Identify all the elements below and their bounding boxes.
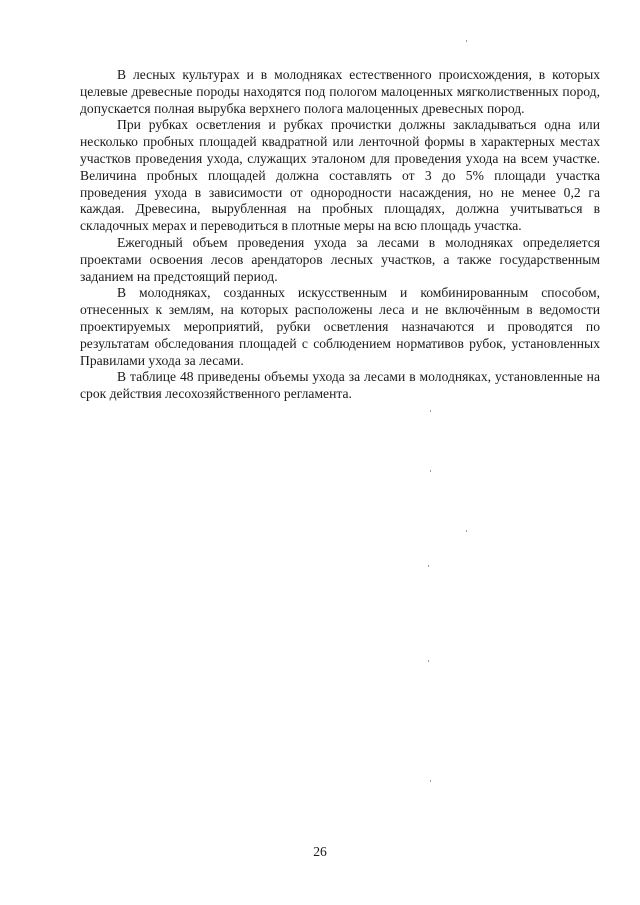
paragraph-5: В таблице 48 приведены объемы ухода за лесами в молодняках, установленные на срок действия лесохозяйственного регламента. xyxy=(80,369,600,402)
scan-speck xyxy=(430,780,431,782)
paragraph-4: В молодняках, созданных искусственным и комбинированным способом, отнесенных к землям, на которых расположены леса и не включённым в ведомости проектируемых мероприятий, рубки осветления назначаются и проводятся по результатам обследования площадей с соблюдением нормативов рубок, установленных Правилами ухода за лесами. xyxy=(80,285,600,368)
scan-speck xyxy=(430,470,431,472)
paragraph-3: Ежегодный объем проведения ухода за лесами в молодняках определяется проектами освоения лесов арендаторов лесных участков, а также государственным заданием на предстоящий период. xyxy=(80,234,600,284)
scan-speck xyxy=(428,565,429,567)
body-text xyxy=(80,67,600,403)
scan-speck xyxy=(430,410,431,412)
paragraph-1: В лесных культурах и в молодняках естественного происхождения, в которых целевые древесные породы находятся под пологом малоценных мягколиственных пород, допускается полная вырубка верхнего полога малоценных древесных пород. xyxy=(80,67,600,116)
page-number: 26 xyxy=(313,844,327,859)
scan-speck xyxy=(466,530,467,532)
paragraph-2: При рубках осветления и рубках прочистки должны закладываться одна или несколько пробных площадей квадратной или ленточной формы в характерных местах участков проведения ухода, служащих эталоном для проведения ухода на всем участке. Величина пробных площадей должна составлять от 3 до 5% площади участка проведения ухода в зависимости от однородности насаждения, но не менее 0,2 га каждая. Древесина, вырубленная на пробных площадях, должна учитываться в складочных мерах и переводиться в плотные меры на всю площадь участка. xyxy=(80,117,600,234)
scan-speck xyxy=(428,660,429,662)
scan-speck xyxy=(466,40,467,42)
